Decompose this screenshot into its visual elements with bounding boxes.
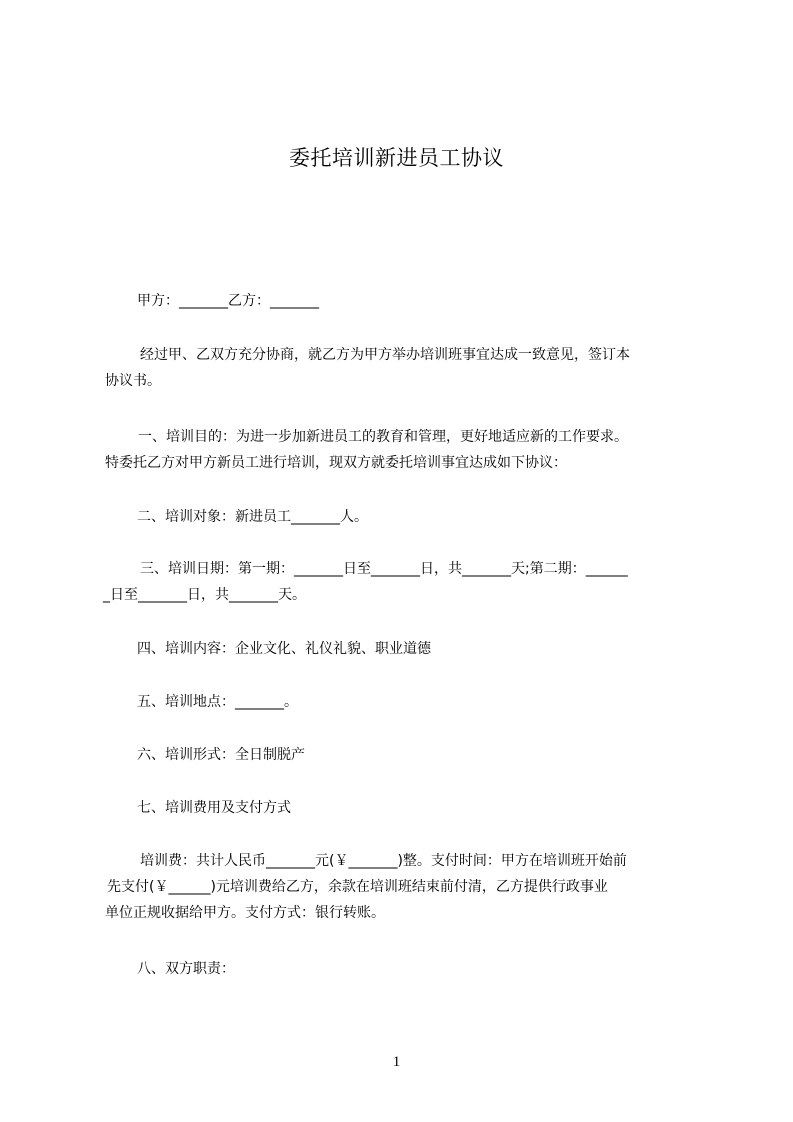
document-title: 委托培训新进员工协议 xyxy=(289,146,504,170)
section-1-line-1: 一、培训目的：为进一步加新进员工的教育和管理，更好地适应新的工作要求。 xyxy=(138,429,628,445)
section-8-heading: 八、双方职责： xyxy=(137,961,235,977)
fee-paragraph-line-2: 先支付(￥______)元培训费给乙方，余款在培训班结束前付清，乙方提供行政事业 xyxy=(107,879,608,895)
page-number: 1 xyxy=(392,1054,401,1070)
fee-paragraph-line-1: 培训费：共计人民币_______元(￥_______)整。支付时间：甲方在培训班开始前 xyxy=(140,853,627,869)
section-2: 二、培训对象：新进员工_______人。 xyxy=(137,509,368,525)
section-6: 六、培训形式：全日制脱产 xyxy=(137,747,305,763)
section-1-line-2: 特委托乙方对甲方新员工进行培训，现双方就委托培训事宜达成如下协议： xyxy=(105,455,567,471)
parties-line: 甲方：_______乙方：_______ xyxy=(137,293,319,309)
section-3-line-1: 三、培训日期：第一期：_______日至_______日，共_______天;第二期：______ xyxy=(140,561,628,577)
section-5: 五、培训地点：_______。 xyxy=(137,694,298,710)
section-7-heading: 七、培训费用及支付方式 xyxy=(137,800,291,816)
fee-paragraph-line-3: 单位正规收据给甲方。支付方式：银行转账。 xyxy=(105,905,385,921)
section-3-line-2: _日至_______日，共_______天。 xyxy=(103,587,306,603)
section-4: 四、培训内容：企业文化、礼仪礼貌、职业道德 xyxy=(137,641,431,657)
intro-paragraph-line-1: 经过甲、乙双方充分协商，就乙方为甲方举办培训班事宜达成一致意见，签订本 xyxy=(140,347,630,363)
intro-paragraph-line-2: 协议书。 xyxy=(105,373,161,389)
